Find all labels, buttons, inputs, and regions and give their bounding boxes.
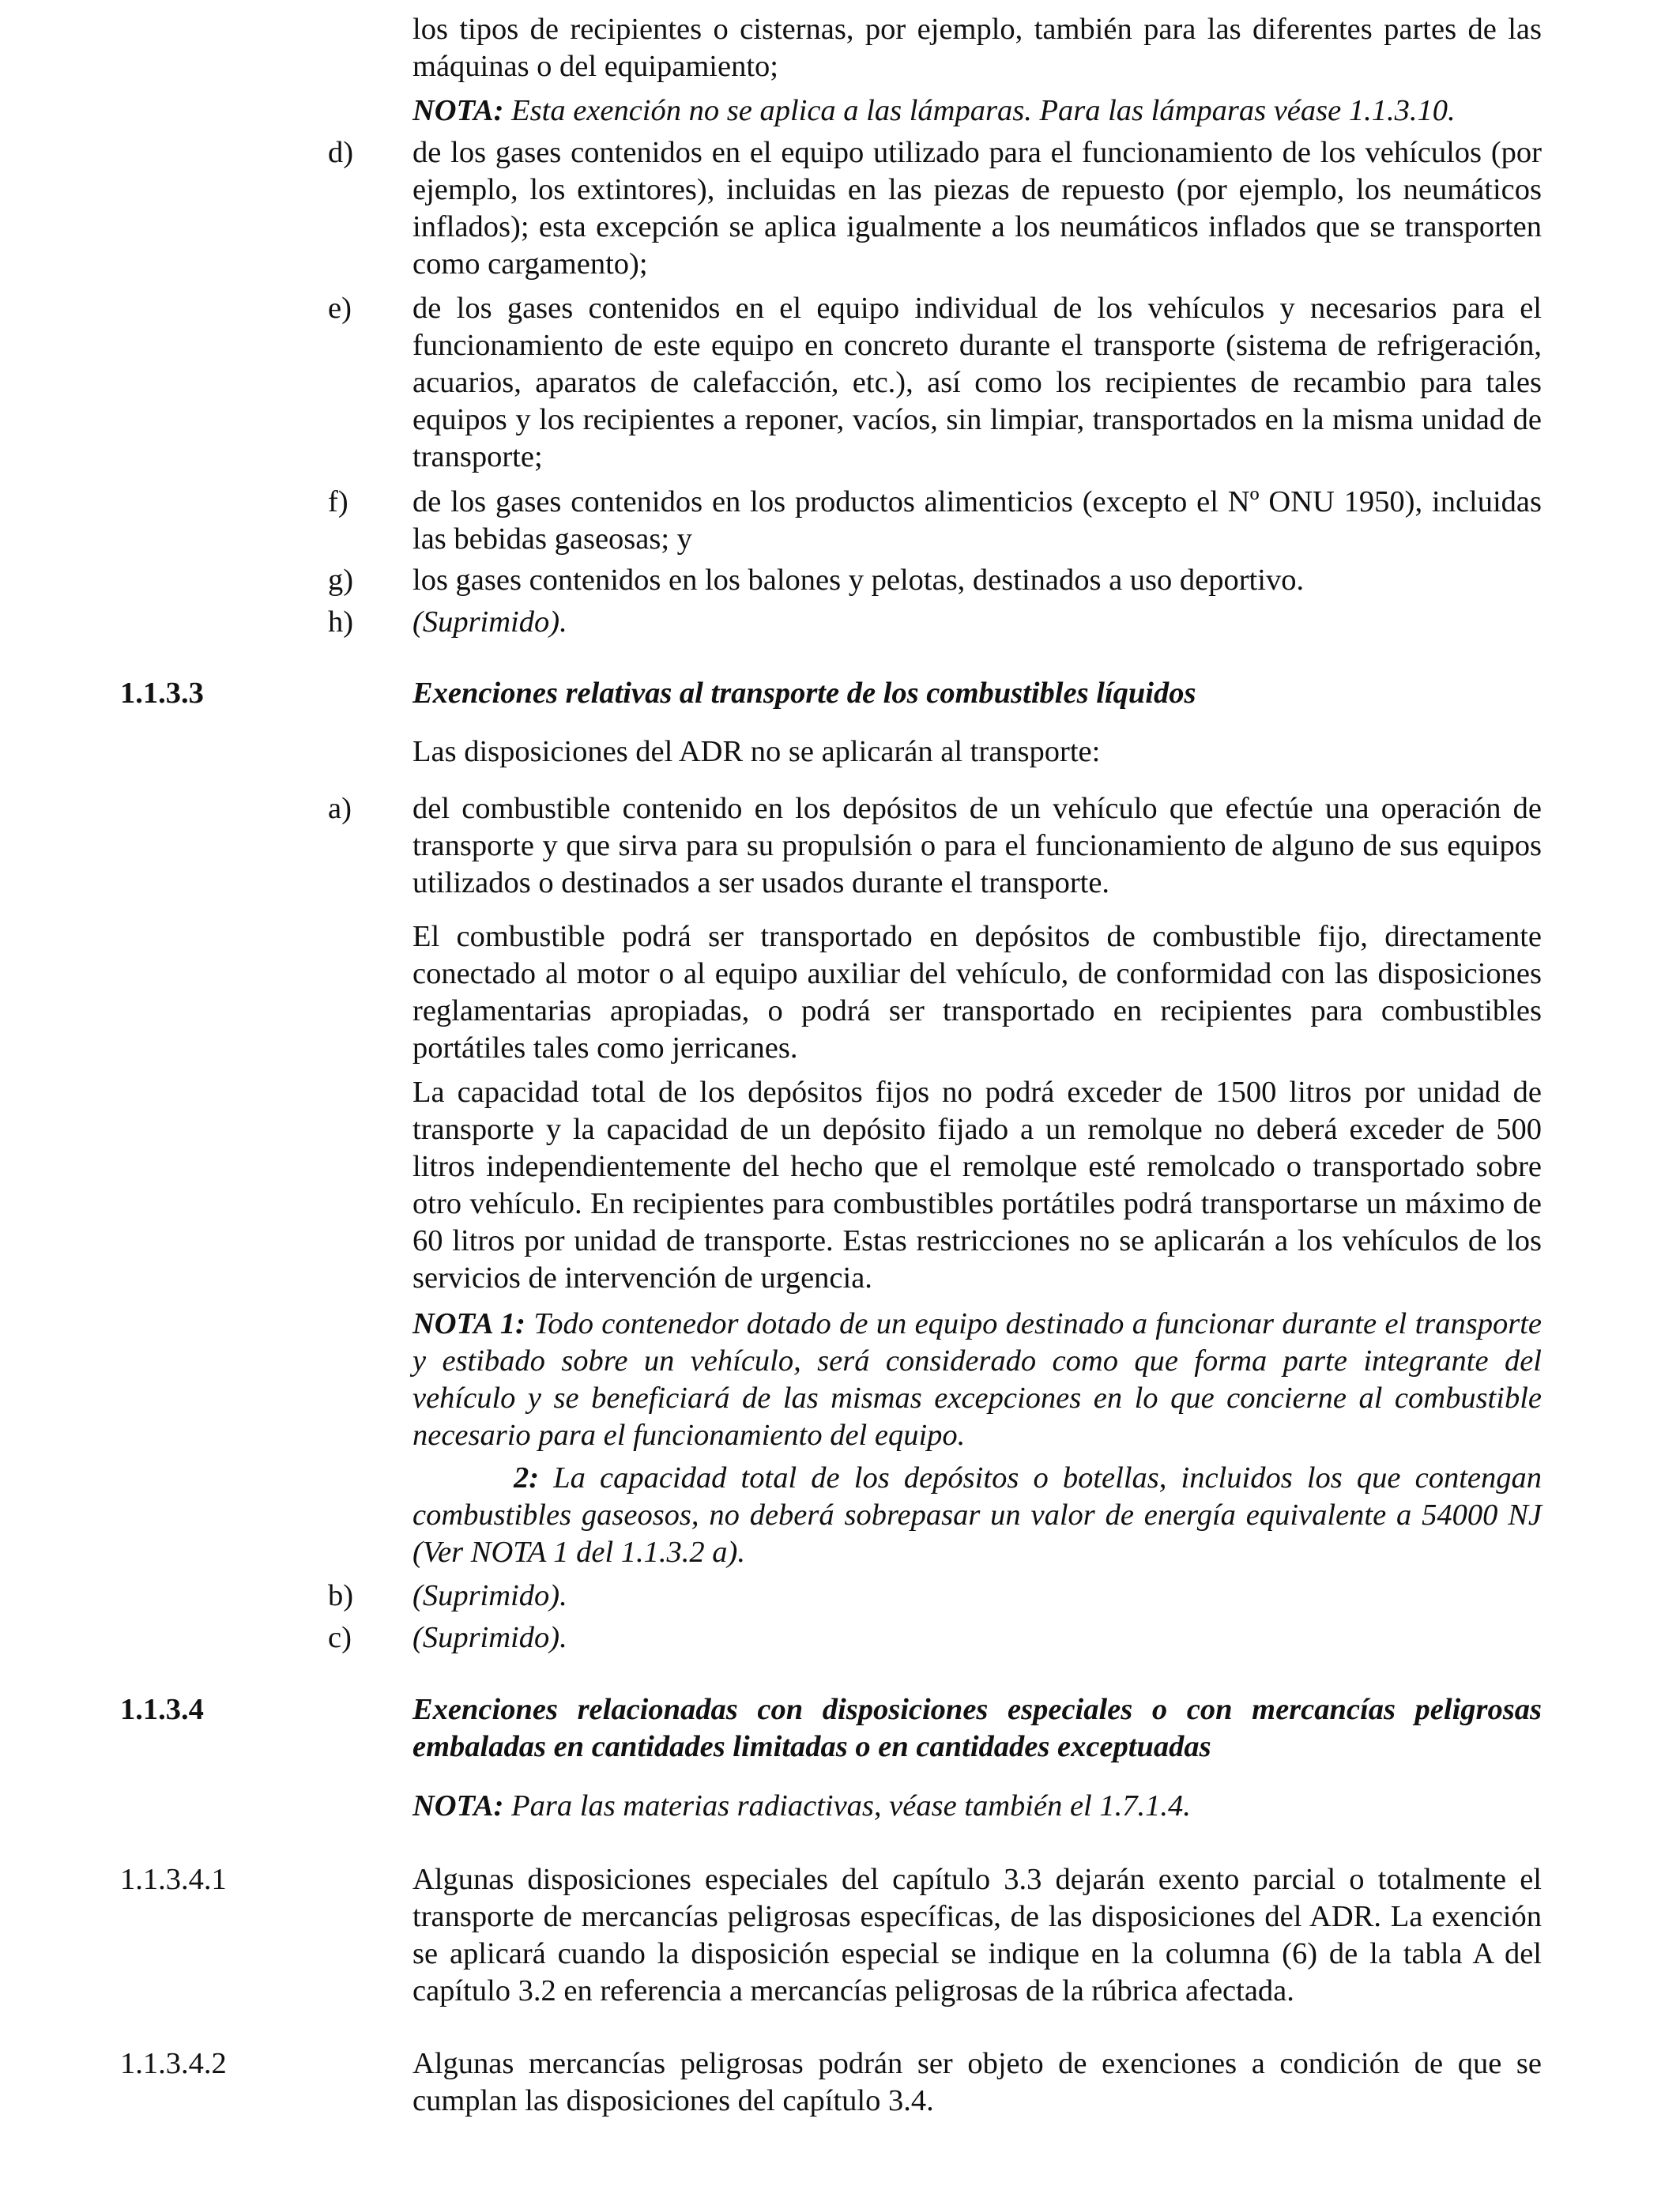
list-item-label: b) bbox=[328, 1579, 354, 1612]
section-intro: Las disposiciones del ADR no se aplicarán al transporte: bbox=[412, 735, 1101, 768]
list-item-label: d) bbox=[328, 136, 354, 169]
note-1 bbox=[412, 1306, 1542, 1454]
section-title: Exenciones relativas al transporte de los combustibles líquidos bbox=[412, 677, 1196, 710]
list-item-text: los gases contenidos en los balones y pelotas, destinados a uso deportivo. bbox=[412, 564, 1305, 597]
note-label: NOTA 1: bbox=[412, 1307, 525, 1340]
section-title: Exenciones relacionadas con disposiciones especiales o con mercancías peligrosas embaladas en cantidades limitadas o en cantidades exceptuadas bbox=[412, 1693, 1542, 1763]
list-item-label: a) bbox=[328, 792, 352, 825]
section-text: Algunas mercancías peligrosas podrán ser objeto de exenciones a condición de que se cumplan las disposiciones del capítulo 3.4. bbox=[412, 2047, 1542, 2117]
section-number: 1.1.3.4.1 bbox=[120, 1863, 227, 1896]
list-item-text: del combustible contenido en los depósitos de un vehículo que efectúe una operación de transporte y que sirva para su propulsión o para el funcionamiento de alguno de sus equipos utilizados o destinados a ser usados durante el transporte. bbox=[412, 792, 1542, 899]
note-label: NOTA: bbox=[412, 94, 504, 127]
list-item-label: e) bbox=[328, 292, 352, 325]
note-text: Todo contenedor dotado de un equipo destinado a funcionar durante el transporte y estibado sobre un vehículo, será considerado como que forma parte integrante del vehículo y se beneficiará de las mismas excepciones en lo que concierne al combustible necesario para el funcionamiento del equipo. bbox=[412, 1307, 1542, 1452]
note-text: Para las materias radiactivas, véase también el 1.7.1.4. bbox=[511, 1789, 1191, 1823]
list-item-label: h) bbox=[328, 605, 354, 639]
section-number: 1.1.3.3 bbox=[120, 677, 204, 710]
paragraph: La capacidad total de los depósitos fijos no podrá exceder de 1500 litros por unidad de transporte y la capacidad de un depósito fijado a un remolque no deberá exceder de 500 litros independientemente del hecho que el remolque esté remolcado o transportado sobre otro vehículo. En recipientes para combustibles portátiles podrá transportarse un máximo de 60 litros por unidad de transporte. Estas restricciones no se aplicarán a los vehículos de los servicios de intervención de urgencia. bbox=[412, 1076, 1542, 1295]
list-item-label: c) bbox=[328, 1621, 352, 1654]
list-item-text: (Suprimido). bbox=[412, 1579, 567, 1612]
note-text: La capacidad total de los depósitos o botellas, incluidos los que contengan combustibles gaseosos, no deberá sobrepasar un valor de energía equivalente a 54000 NJ (Ver NOTA 1 del 1.1.3.2 a). bbox=[412, 1461, 1542, 1569]
note-radioactive bbox=[412, 1788, 1542, 1825]
section-text: Algunas disposiciones especiales del capítulo 3.3 dejarán exento parcial o totalmente el transporte de mercancías peligrosas específicas, de las disposiciones del ADR. La exención se aplicará cuando la disposición especial se indique en la columna (6) de la tabla A del capítulo 3.2 en referencia a mercancías peligrosas de la rúbrica afectada. bbox=[412, 1863, 1542, 2007]
paragraph: El combustible podrá ser transportado en depósitos de combustible fijo, directamente conectado al motor o al equipo auxiliar del vehículo, de conformidad con las disposiciones reglamentarias apropiadas, o podrá ser transportado en recipientes para combustibles portátiles tales como jerricanes. bbox=[412, 920, 1542, 1065]
note-2 bbox=[412, 1460, 1542, 1571]
section-number: 1.1.3.4.2 bbox=[120, 2047, 227, 2080]
list-item-label: f) bbox=[328, 485, 348, 518]
continuation-text: los tipos de recipientes o cisternas, por ejemplo, también para las diferentes partes de las máquinas o del equipamiento; bbox=[412, 13, 1542, 83]
note-label: NOTA: bbox=[412, 1789, 504, 1823]
list-item-text: de los gases contenidos en el equipo individual de los vehículos y necesarios para el funcionamiento de este equipo en concreto durante el transporte (sistema de refrigeración, acuarios, aparatos de calefacción, etc.), así como los recipientes de recambio para tales equipos y los recipientes a reponer, vacíos, sin limpiar, transportados en la misma unidad de transporte; bbox=[412, 292, 1542, 473]
note-label: 2: bbox=[514, 1461, 540, 1495]
note-text: Esta exención no se aplica a las lámparas. Para las lámparas véase 1.1.3.10. bbox=[511, 94, 1456, 127]
list-item-text: (Suprimido). bbox=[412, 605, 567, 639]
list-item-text: de los gases contenidos en los productos alimenticios (excepto el Nº ONU 1950), incluidas las bebidas gaseosas; y bbox=[412, 485, 1542, 556]
note-lamps bbox=[412, 92, 1542, 130]
list-item-text: de los gases contenidos en el equipo utilizado para el funcionamiento de los vehículos (por ejemplo, los extintores), incluidas en las piezas de repuesto (por ejemplo, los neumáticos inflados); esta excepción se aplica igualmente a los neumáticos inflados que se transporten como cargamento); bbox=[412, 136, 1542, 281]
list-item-text: (Suprimido). bbox=[412, 1621, 567, 1654]
section-number: 1.1.3.4 bbox=[120, 1693, 204, 1726]
list-item-label: g) bbox=[328, 564, 354, 597]
